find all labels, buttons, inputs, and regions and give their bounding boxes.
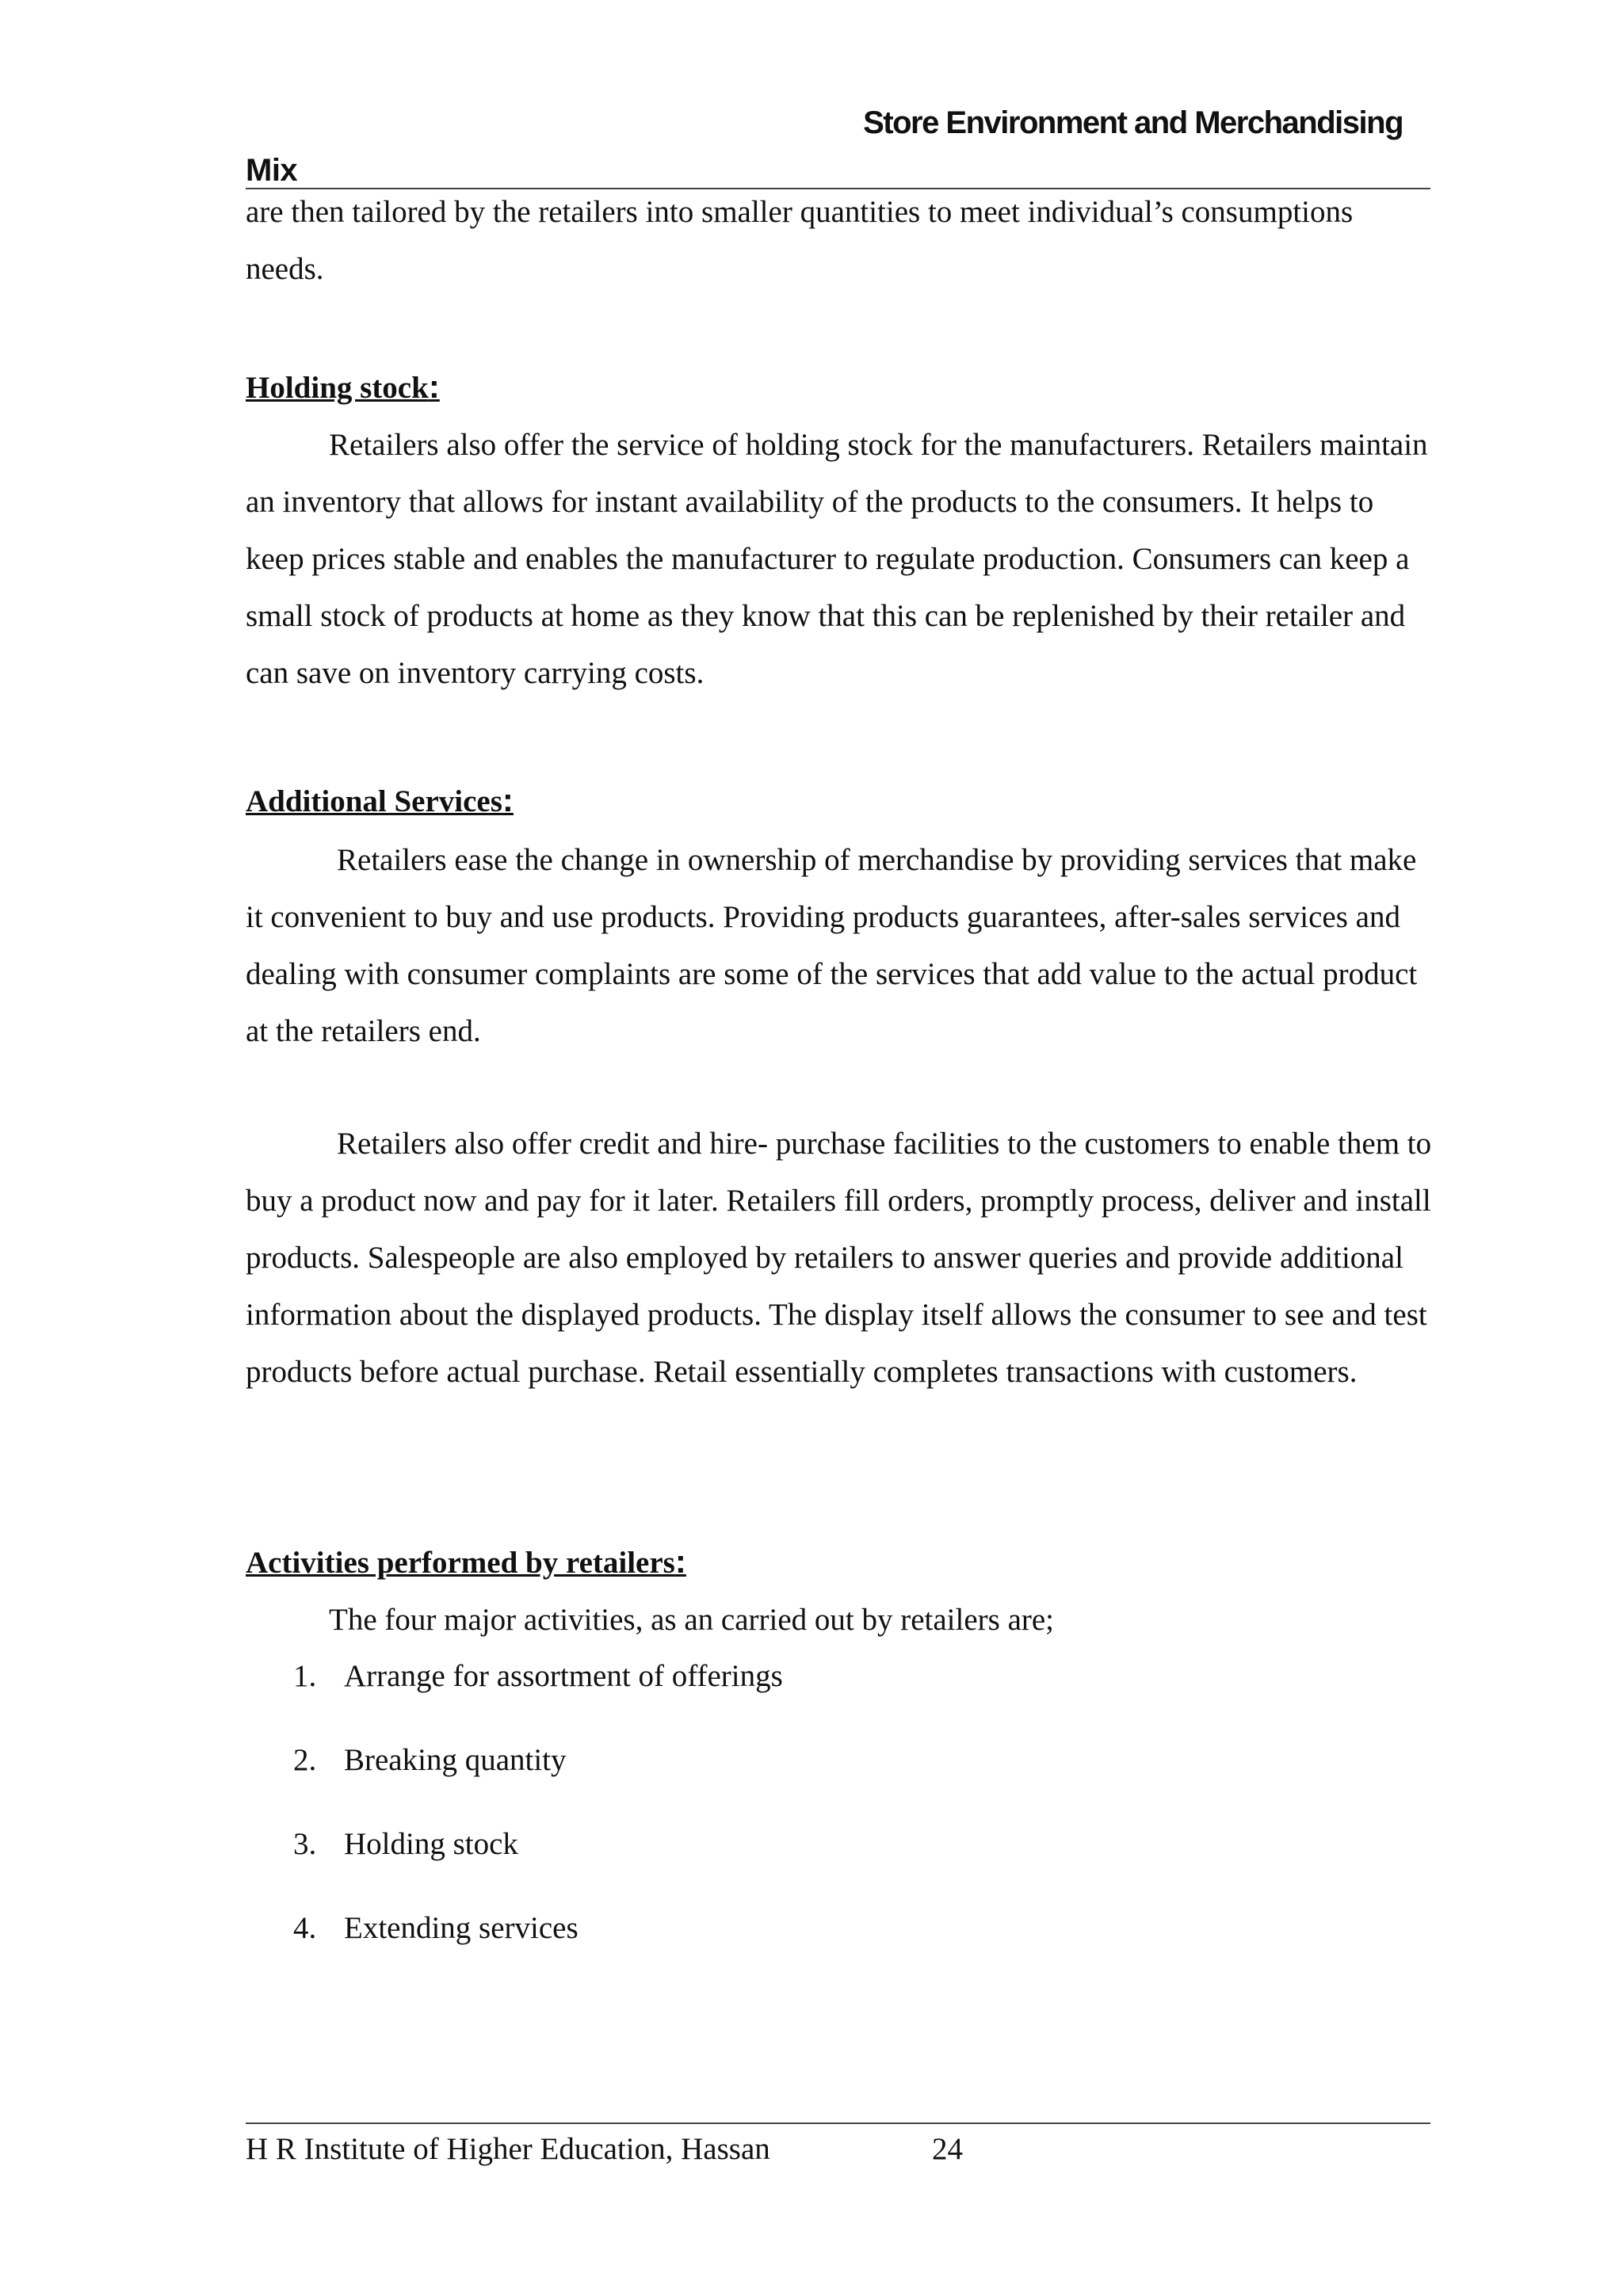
heading-colon: : <box>428 368 440 405</box>
running-header-continuation: Mix <box>246 153 298 188</box>
list-item-number: 2. <box>293 1743 317 1777</box>
heading-additional-services-text: Additional Services <box>246 784 502 818</box>
additional-services-paragraph-1: Retailers ease the change in ownership of merchandise by providing services that make it convenient to buy and use products. Providing products guarantees, after-sales services and dealing with consumer complaints are some of the services that add value to the actual product at the retailers end. <box>246 843 1418 1048</box>
heading-holding-stock-text: Holding stock <box>246 371 429 405</box>
list-item-text: Arrange for assortment of offerings <box>344 1659 783 1693</box>
heading-additional-services <box>246 772 514 830</box>
activities-intro: The four major activities, as an carried out by retailers are; <box>329 1603 1055 1637</box>
list-item <box>293 1816 783 1900</box>
list-item <box>293 1732 783 1816</box>
heading-holding-stock <box>246 358 440 417</box>
page-number: 24 <box>932 2132 963 2166</box>
heading-colon: : <box>674 1543 686 1580</box>
list-item-text: Breaking quantity <box>344 1743 567 1777</box>
list-item <box>293 1900 783 1984</box>
list-item-text: Holding stock <box>344 1827 518 1861</box>
footer-divider <box>246 2122 1430 2124</box>
additional-services-paragraph-2: Retailers also offer credit and hire- purchase facilities to the customers to enable them to buy a product now and pay for it later. Retailers fill orders, promptly process, deliver and install products. Salespeople are also employed by retailers to answer queries and provide additional information about the displayed products. The display itself allows the consumer to see and test products before actual purchase. Retail essentially completes transactions with customers. <box>246 1127 1432 1389</box>
holding-stock-paragraph: Retailers also offer the service of holding stock for the manufacturers. Retailers maintain an inventory that allows for instant availability of the products to the consumers. It helps to keep prices stable and enables the manufacturer to regulate production. Consumers can keep a small stock of products at home as they know that this can be replenished by their retailer and can save on inventory carrying costs. <box>246 428 1428 690</box>
heading-activities-text: Activities performed by retailers <box>246 1546 675 1580</box>
list-item-number: 3. <box>293 1827 317 1861</box>
footer-institution: H R Institute of Higher Education, Hassan <box>246 2132 770 2166</box>
list-item-number: 1. <box>293 1659 317 1693</box>
list-item-text: Extending services <box>344 1911 579 1945</box>
heading-activities <box>246 1533 686 1592</box>
heading-colon: : <box>502 781 514 818</box>
activities-list <box>293 1648 783 1984</box>
intro-paragraph: are then tailored by the retailers into smaller quantities to meet individual’s consumptions needs. <box>246 195 1354 286</box>
list-item-number: 4. <box>293 1911 317 1945</box>
running-header-title: Store Environment and Merchandising <box>863 105 1403 140</box>
list-item <box>293 1648 783 1732</box>
